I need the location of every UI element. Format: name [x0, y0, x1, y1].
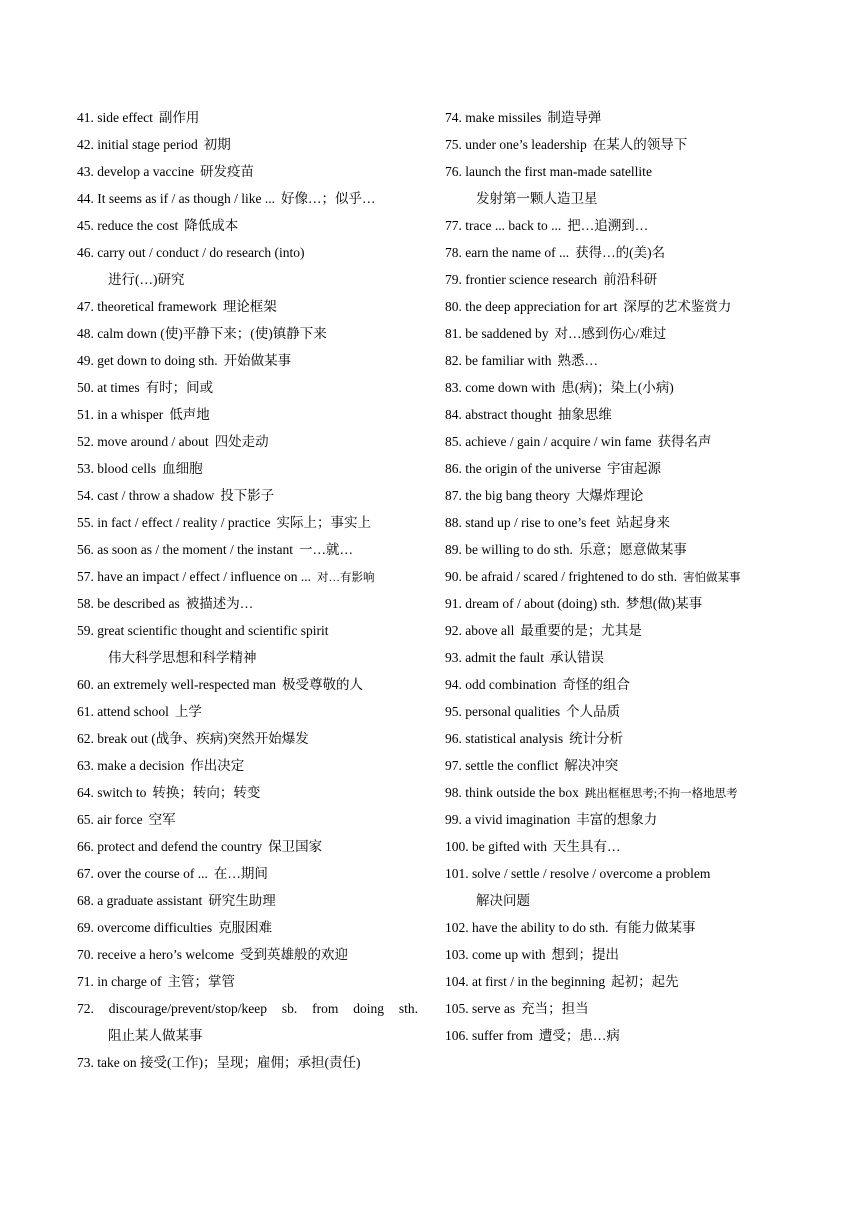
- vocab-entry: [77, 752, 422, 779]
- entry-chinese: 获得名声: [657, 434, 712, 449]
- entry-chinese: 前沿科研: [603, 272, 658, 287]
- entry-english: 98. think outside the box: [445, 785, 579, 800]
- entry-chinese: 患(病)；染上(小病): [561, 380, 674, 395]
- entry-english: 82. be familiar with: [445, 353, 552, 368]
- entry-english: 92. above all: [445, 623, 515, 638]
- vocab-entry: [77, 671, 422, 698]
- entry-chinese: 初期: [203, 137, 231, 152]
- vocab-entry: [445, 293, 790, 320]
- entry-continuation: 解决问题: [476, 893, 530, 908]
- entry-english: 91. dream of / about (doing) sth.: [445, 596, 620, 611]
- entry-chinese: 克服困难: [218, 920, 273, 935]
- vocab-entry: [77, 725, 422, 752]
- vocab-entry: [77, 185, 422, 212]
- vocab-entry: [445, 590, 790, 617]
- entry-english: 69. overcome difficulties: [77, 920, 213, 935]
- entry-number: 72.: [77, 1001, 94, 1016]
- entry-english-word: sth.: [398, 1001, 418, 1016]
- entry-english: 45. reduce the cost: [77, 218, 179, 233]
- entry-chinese: 起初；起先: [611, 974, 679, 989]
- entry-chinese: 遭受；患…病: [538, 1028, 620, 1043]
- entry-continuation: 发射第一颗人造卫星: [476, 191, 598, 206]
- entry-english: 51. in a whisper: [77, 407, 164, 422]
- entry-chinese: 制造导弹: [547, 110, 602, 125]
- entry-english: 103. come up with: [445, 947, 546, 962]
- entry-english: 87. the big bang theory: [445, 488, 570, 503]
- vocab-entry: [77, 347, 422, 374]
- vocab-entry: [445, 698, 790, 725]
- entry-english: 101. solve / settle / resolve / overcome a problem: [445, 866, 711, 881]
- entry-english: 60. an extremely well-respected man: [77, 677, 277, 692]
- entry-chinese: 理论框架: [222, 299, 277, 314]
- vocab-entry: [77, 212, 422, 239]
- entry-english: 90. be afraid / scared / frightened to do sth.: [445, 569, 678, 584]
- vocab-entry: [77, 1049, 422, 1076]
- vocab-entry: [445, 158, 790, 185]
- entry-english: 62. break out (战争、疾病)突然开始爆发: [77, 731, 309, 746]
- entry-english: 64. switch to: [77, 785, 147, 800]
- entry-chinese: 有时；间或: [145, 380, 214, 395]
- entry-english: 46. carry out / conduct / do research (into): [77, 245, 305, 260]
- entry-continuation: 阻止某人做某事: [108, 1028, 203, 1043]
- vocab-entry: [445, 779, 790, 806]
- vocab-entry: [445, 1022, 790, 1049]
- vocab-entry: [77, 806, 422, 833]
- vocab-entry: [77, 995, 422, 1022]
- entry-chinese: 研究生助理: [208, 893, 276, 908]
- entry-chinese: 对…感到伤心/难过: [554, 326, 667, 341]
- entry-english: 50. at times: [77, 380, 140, 395]
- entry-english-word: discourage/prevent/stop/keep: [108, 1001, 267, 1016]
- vocab-entry: [445, 212, 790, 239]
- entry-chinese: 被描述为…: [185, 596, 254, 611]
- entry-english: 79. frontier science research: [445, 272, 598, 287]
- entry-english: 53. blood cells: [77, 461, 157, 476]
- vocab-entry: [445, 536, 790, 563]
- entry-english: 52. move around / about: [77, 434, 209, 449]
- vocab-entry: [77, 482, 422, 509]
- entry-chinese: 统计分析: [569, 731, 624, 746]
- vocab-entry: [77, 374, 422, 401]
- entry-english: 55. in fact / effect / reality / practice: [77, 515, 271, 530]
- entry-chinese: 在某人的领导下: [592, 137, 688, 152]
- vocab-entry: [445, 860, 790, 887]
- vocab-entry: [445, 428, 790, 455]
- vocab-entry: [77, 131, 422, 158]
- entry-continuation: 进行(…)研究: [108, 272, 185, 287]
- entry-english: 57. have an impact / effect / influence on ...: [77, 569, 312, 584]
- entry-english: 95. personal qualities: [445, 704, 561, 719]
- entry-english: 86. the origin of the universe: [445, 461, 601, 476]
- entry-chinese: 个人品质: [566, 704, 621, 719]
- entry-chinese: 丰富的想象力: [576, 812, 658, 827]
- entry-chinese: 解决冲突: [564, 758, 619, 773]
- entry-chinese: 低声地: [169, 407, 210, 422]
- entry-chinese: 承认错误: [549, 650, 604, 665]
- entry-chinese: 四处走动: [214, 434, 269, 449]
- vocab-entry: [445, 239, 790, 266]
- entry-english: 99. a vivid imagination: [445, 812, 571, 827]
- vocab-entry: [77, 536, 422, 563]
- vocab-entry: [77, 698, 422, 725]
- entry-english: 58. be described as: [77, 596, 180, 611]
- entry-english: 93. admit the fault: [445, 650, 544, 665]
- vocab-entry: [77, 941, 422, 968]
- entry-english: 104. at first / in the beginning: [445, 974, 606, 989]
- entry-chinese: 抽象思维: [557, 407, 612, 422]
- entry-english: 89. be willing to do sth.: [445, 542, 573, 557]
- vocab-entry: [77, 293, 422, 320]
- entry-chinese: 最重要的是；尤其是: [520, 623, 642, 638]
- entry-chinese: 开始做某事: [223, 353, 292, 368]
- entry-english: 41. side effect: [77, 110, 153, 125]
- entry-chinese: 在…期间: [213, 866, 268, 881]
- vocab-entry: [445, 914, 790, 941]
- entry-english: 75. under one’s leadership: [445, 137, 587, 152]
- entry-english: 83. come down with: [445, 380, 556, 395]
- entry-english: 97. settle the conflict: [445, 758, 559, 773]
- entry-chinese: 对…有影响: [317, 572, 375, 584]
- entry-english: 43. develop a vaccine: [77, 164, 194, 179]
- entry-english: 65. air force: [77, 812, 143, 827]
- vocab-entry: [445, 482, 790, 509]
- entry-english: 56. as soon as / the moment / the instant: [77, 542, 293, 557]
- entry-chinese: 空军: [148, 812, 176, 827]
- entry-english: 49. get down to doing sth.: [77, 353, 218, 368]
- vocab-entry: [445, 401, 790, 428]
- entry-english: 63. make a decision: [77, 758, 185, 773]
- vocab-entry: [445, 563, 790, 590]
- entry-chinese: 天生具有…: [552, 839, 621, 854]
- vocab-entry: [77, 320, 422, 347]
- vocab-entry: [77, 401, 422, 428]
- vocab-entry: [77, 779, 422, 806]
- vocab-entry: [77, 104, 422, 131]
- vocab-entry: [77, 860, 422, 887]
- entry-chinese: 极受尊敬的人: [282, 677, 364, 692]
- entry-english: 85. achieve / gain / acquire / win fame: [445, 434, 652, 449]
- vocab-entry: [77, 455, 422, 482]
- entry-chinese: 副作用: [158, 110, 200, 125]
- entry-chinese: 血细胞: [162, 461, 203, 476]
- vocab-entry: [445, 752, 790, 779]
- entry-chinese: 想到；提出: [551, 947, 619, 962]
- entry-chinese: 好像…；似乎…: [280, 191, 376, 206]
- entry-english: 68. a graduate assistant: [77, 893, 203, 908]
- entry-english: 71. in charge of: [77, 974, 162, 989]
- entry-english: 67. over the course of ...: [77, 866, 208, 881]
- vocab-entry: [77, 833, 422, 860]
- entry-chinese: 降低成本: [184, 218, 239, 233]
- entry-english-word: doing: [353, 1001, 384, 1016]
- entry-chinese: 受到英雄般的欢迎: [240, 947, 349, 962]
- right-column: [445, 104, 790, 1049]
- vocab-entry: [77, 158, 422, 185]
- vocab-entry: [445, 941, 790, 968]
- entry-chinese: 研发疫苗: [199, 164, 254, 179]
- entry-english: 100. be gifted with: [445, 839, 547, 854]
- entry-english: 81. be saddened by: [445, 326, 549, 341]
- entry-english: 80. the deep appreciation for art: [445, 299, 618, 314]
- vocab-entry: [445, 104, 790, 131]
- entry-english: 42. initial stage period: [77, 137, 198, 152]
- vocab-entry: [77, 968, 422, 995]
- entry-chinese: 乐意；愿意做某事: [578, 542, 687, 557]
- left-column: [77, 104, 422, 1076]
- entry-chinese: 跳出框框思考;不拘一格地思考: [584, 788, 738, 800]
- vocab-entry: [445, 644, 790, 671]
- entry-english-word: from: [312, 1001, 339, 1016]
- entry-chinese: 把…追溯到…: [567, 218, 649, 233]
- vocab-entry: [77, 590, 422, 617]
- entry-english: 70. receive a hero’s welcome: [77, 947, 235, 962]
- entry-chinese: 大爆炸理论: [575, 488, 644, 503]
- entry-chinese: 充当；担当: [521, 1001, 589, 1016]
- entry-english: 48. calm down (使)平静下来；(使)镇静下来: [77, 326, 327, 341]
- vocab-entry: [445, 320, 790, 347]
- vocab-entry: [445, 455, 790, 482]
- entry-chinese: 深厚的艺术鉴赏力: [623, 299, 732, 314]
- entry-chinese: 梦想(做)某事: [625, 596, 703, 611]
- entry-english: 106. suffer from: [445, 1028, 533, 1043]
- vocab-entry: [77, 563, 422, 590]
- entry-chinese: 奇怪的组合: [562, 677, 630, 692]
- entry-chinese: 有能力做某事: [614, 920, 696, 935]
- entry-english: 59. great scientific thought and scientific spirit: [77, 623, 329, 638]
- entry-english: 84. abstract thought: [445, 407, 552, 422]
- entry-english: 94. odd combination: [445, 677, 557, 692]
- vocab-entry: [445, 131, 790, 158]
- entry-chinese: 上学: [174, 704, 202, 719]
- vocab-entry: [445, 833, 790, 860]
- entry-english: 74. make missiles: [445, 110, 542, 125]
- vocab-entry: [77, 509, 422, 536]
- vocab-entry: [445, 374, 790, 401]
- entry-chinese: 获得…的(美)名: [575, 245, 666, 260]
- vocab-entry: [77, 887, 422, 914]
- entry-english: 54. cast / throw a shadow: [77, 488, 215, 503]
- entry-chinese: 害怕做某事: [683, 572, 741, 584]
- entry-english: 88. stand up / rise to one’s feet: [445, 515, 610, 530]
- vocab-entry: [445, 347, 790, 374]
- entry-english: 66. protect and defend the country: [77, 839, 263, 854]
- vocab-entry: [77, 428, 422, 455]
- vocab-entry: [445, 266, 790, 293]
- entry-english: 105. serve as: [445, 1001, 516, 1016]
- entry-chinese: 宇宙起源: [606, 461, 661, 476]
- vocab-entry: [445, 995, 790, 1022]
- entry-english: 76. launch the first man-made satellite: [445, 164, 652, 179]
- entry-english: 96. statistical analysis: [445, 731, 564, 746]
- vocab-entry: [77, 239, 422, 266]
- vocab-entry: [445, 968, 790, 995]
- vocab-entry: [445, 671, 790, 698]
- entry-chinese: 熟悉…: [557, 353, 598, 368]
- entry-english: 73. take on 接受(工作)；呈现；雇佣；承担(责任): [77, 1055, 361, 1070]
- entry-english: 61. attend school: [77, 704, 169, 719]
- vocab-entry: [445, 806, 790, 833]
- vocab-entry: [445, 617, 790, 644]
- entry-english: 102. have the ability to do sth.: [445, 920, 609, 935]
- entry-chinese: 站起身来: [615, 515, 670, 530]
- vocab-entry: [445, 725, 790, 752]
- entry-english: 77. trace ... back to ...: [445, 218, 562, 233]
- vocab-entry: [77, 617, 422, 644]
- entry-chinese: 作出决定: [190, 758, 245, 773]
- entry-chinese: 保卫国家: [268, 839, 323, 854]
- entry-english: 78. earn the name of ...: [445, 245, 570, 260]
- vocab-entry: [77, 914, 422, 941]
- entry-chinese: 实际上；事实上: [276, 515, 372, 530]
- vocab-entry: [445, 509, 790, 536]
- entry-chinese: 转换；转向；转变: [152, 785, 261, 800]
- entry-english-word: sb.: [281, 1001, 298, 1016]
- entry-chinese: 一…就…: [298, 542, 353, 557]
- entry-english: 47. theoretical framework: [77, 299, 217, 314]
- entry-continuation: 伟大科学思想和科学精神: [108, 650, 257, 665]
- entry-english: 44. It seems as if / as though / like ...: [77, 191, 275, 206]
- entry-chinese: 投下影子: [220, 488, 275, 503]
- entry-chinese: 主管；掌管: [167, 974, 235, 989]
